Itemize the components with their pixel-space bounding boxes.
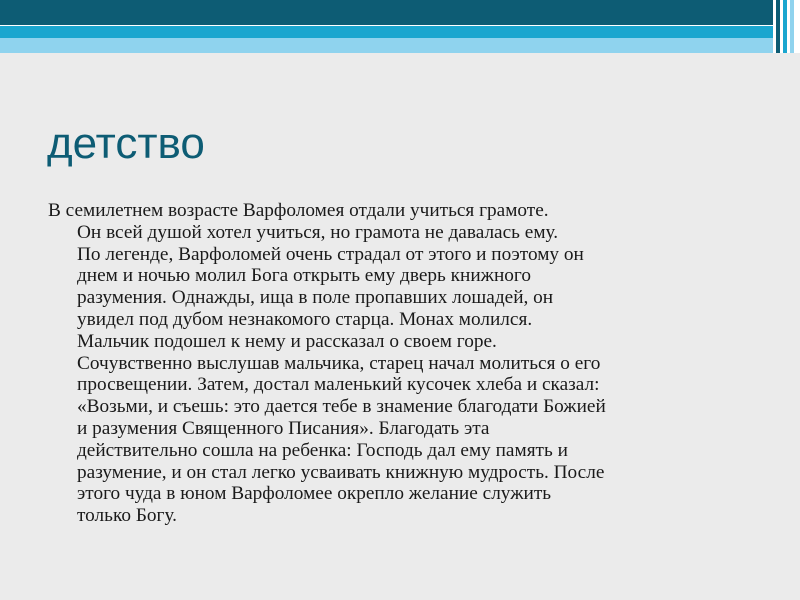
body-line: и разумения Священного Писания». Благодать эта [77, 417, 490, 439]
body-line: только Богу. [77, 505, 177, 527]
stripe-gap [794, 0, 800, 53]
body-line: днем и ночью молил Бога открыть ему дверь книжного [77, 265, 531, 287]
body-line: действительно сошла на ребенка: Господь дал ему память и [77, 439, 568, 461]
header-band-dark [0, 0, 773, 26]
slide-title: детство [47, 119, 205, 168]
header-band-mid [0, 26, 773, 38]
body-line: увидел под дубом незнакомого старца. Монах молился. [77, 308, 533, 330]
body-line: разумение, и он стал легко усваивать книжную мудрость. После [77, 461, 605, 483]
header-band [0, 0, 800, 53]
header-stripes [773, 0, 800, 53]
body-line: Сочувственно выслушав мальчика, старец начал молиться о его [77, 352, 601, 374]
body-line: разумения. Однажды, ища в поле пропавших лошадей, он [77, 287, 554, 309]
body-line: этого чуда в юном Варфоломее окрепло желание служить [77, 483, 552, 505]
body-line: Мальчик подошел к нему и рассказал о своем горе. [77, 330, 497, 352]
body-line: Он всей душой хотел учиться, но грамота не давалась ему. [77, 221, 559, 243]
body-line: «Возьми, и съешь: это дается тебе в знамение благодати Божией [77, 396, 606, 418]
body-line: По легенде, Варфоломей очень страдал от этого и поэтому он [77, 243, 584, 265]
header-band-light [0, 38, 773, 53]
body-line: просвещении. Затем, достал маленький кусочек хлеба и сказал: [77, 374, 600, 396]
slide-body [48, 200, 788, 527]
body-line: В семилетнем возрасте Варфоломея отдали учиться грамоте. [48, 200, 549, 221]
